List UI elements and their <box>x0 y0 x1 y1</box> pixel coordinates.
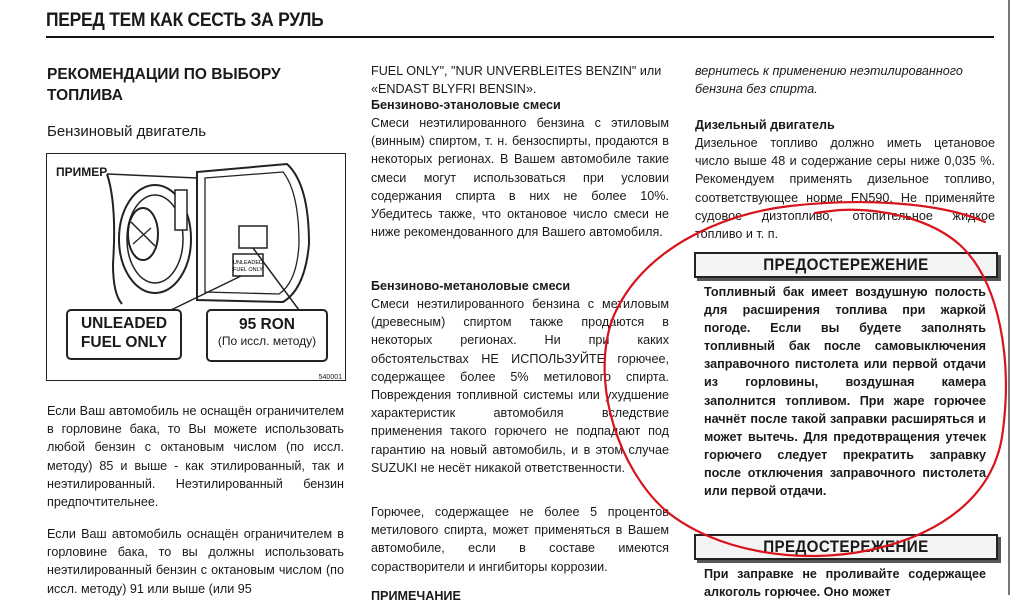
sticker-text-1: UNLEADED <box>233 260 263 266</box>
col2-cut-note: ПРИМЕЧАНИЕ <box>371 589 461 603</box>
ethanol-paragraph: Смеси неэтилированного бензина с этиловым (винным) спиртом, т. н. бензоспирты, продаются в некоторых регионах. В Вашем автомобиле такие смеси могут использоваться при условии содержания спирта в них не более 10%. Убедитесь также, что октановое число смеси не ниже рекомендованного для Вашего автомобиля. <box>371 116 669 240</box>
figure-label: ПРИМЕР <box>56 165 108 179</box>
page-header: ПЕРЕД ТЕМ КАК СЕСТЬ ЗА РУЛЬ <box>46 10 324 31</box>
red-hand-drawn-circle <box>605 202 1006 556</box>
fuel-heading-line2: ТОПЛИВА <box>47 87 123 104</box>
col1-paragraph-2: Если Ваш автомобиль оснащён ограничителем в горловине бака, то вы должны использовать неэтилированный бензин с октановым числом (по иссл. методу) 91 или выше (или 95 <box>47 527 344 596</box>
methanol-subheading: Бензиново-метаноловые смеси <box>371 279 571 293</box>
gasoline-engine-subheading: Бензиновый двигатель <box>47 123 207 140</box>
sticker-text-2: FUEL ONLY <box>233 267 263 273</box>
fuel-heading-line1: РЕКОМЕНДАЦИИ ПО ВЫБОРУ <box>47 66 281 83</box>
col2-intro: FUEL ONLY", "NUR UNVERBLEITES BENZIN" или «ENDAST BLYFRI BENSIN». <box>371 64 662 97</box>
diesel-subheading: Дизельный двигатель <box>695 118 835 132</box>
octane-value: 95 RON <box>239 316 295 333</box>
unleaded-line2: FUEL ONLY <box>80 334 168 351</box>
col2-paragraph-3: Горючее, содержащее не более 5 процентов метилового спирта, может применяться в Вашем автомобиле, если в составе имеются сорастворители и ингибиторы коррозии. <box>371 505 669 574</box>
warning-title-2-text: ПРЕДОСТЕРЕЖЕНИЕ <box>763 538 929 556</box>
warning-text-2: При заправке не проливайте содержащее алкоголь горючее. Оно может <box>704 567 986 600</box>
ethanol-subheading: Бензиново-этаноловые смеси <box>371 98 561 112</box>
warning-text-1: Топливный бак имеет воздушную полость для расширения топлива при жаркой погоде. Если вы будете заполнять топливный бак после самовыключения заправочного пистолета или первой отдачи из горловины, воздушная камера заполнится топливом. При жаре горючее начнёт после такой заправки расширяться и может вытечь. Для предотвращения утечек горючего следует прекратить заправку после отключения заправочного пистолета или первой отдачи. <box>704 285 986 499</box>
col1-paragraph-1: Если Ваш автомобиль не оснащён ограничителем в горловине бака, то Вы можете использовать любой бензин с октановым числом (по иссл. методу) 85 и выше - как этилированный, так и неэтилированный. Неэтилированный бензин предпочтительнее. <box>47 404 344 510</box>
octane-method: (По иссл. методу) <box>217 334 317 348</box>
unleaded-line1: UNLEADED <box>80 315 168 332</box>
diesel-paragraph: Дизельное топливо должно иметь цетановое число выше 48 и содержание серы ниже 0,035 %. Рекомендуем применять дизельное топливо, соответствующее норме EN590. Не применяйте судовое дизтопливо, отопительное жидкое топливо и т. п. <box>695 136 995 242</box>
figure-code: 540001 <box>318 374 342 381</box>
col3-intro: вернитесь к применению неэтилированного бензина без спирта. <box>695 64 963 97</box>
warning-title-1-text: ПРЕДОСТЕРЕЖЕНИЕ <box>763 256 929 274</box>
methanol-paragraph: Смеси неэтилированного бензина с метиловым (древесным) спиртом также продаются в некоторых регионах. Ни при каких обстоятельствах НЕ ИСПОЛЬЗУЙТЕ горючее, содержащее более 5% метилового спирта. Повреждения топливной системы или ухудшение характеристик автомобиля вследствие применения такого горючего не подпадают под гарантию на новый автомобиль, и в этом случае SUZUKI не несёт никакой ответственности. <box>371 297 669 475</box>
